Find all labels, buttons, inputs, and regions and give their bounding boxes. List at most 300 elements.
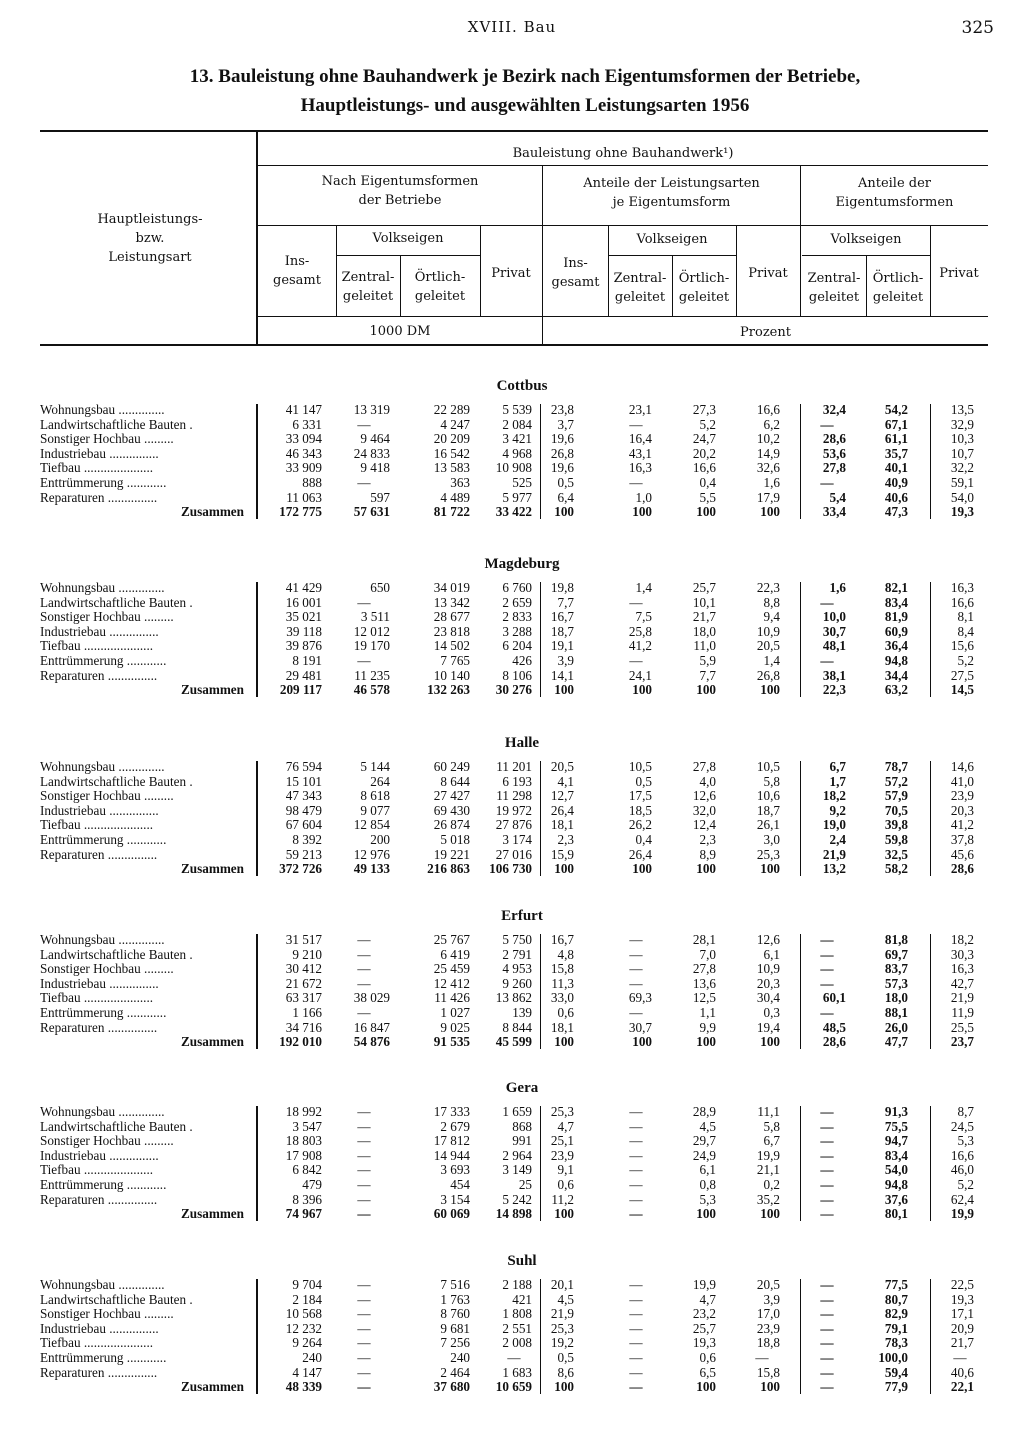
cell-col-8: 10,2	[756, 431, 780, 447]
cell-col-8: —	[755, 1350, 769, 1365]
cell-col-10: 69,7	[884, 946, 908, 962]
cell-col-1: 15 101	[285, 773, 322, 789]
cell-col-7: 19,3	[692, 1335, 716, 1351]
cell-col-1: 1 166	[292, 1005, 322, 1020]
cell-col-3: 60 069	[433, 1206, 470, 1222]
cell-col-2: 38 029	[353, 990, 390, 1006]
cell-col-9: —	[820, 1277, 834, 1292]
cell-col-1: 76 594	[285, 759, 322, 774]
cell-col-8: 22,3	[756, 580, 780, 595]
cell-col-10: 59,4	[884, 1364, 908, 1380]
cell-col-7: 4,0	[699, 773, 716, 789]
cell-col-2: 49 133	[353, 861, 390, 877]
table-title-line-1: 13. Bauleistung ohne Bauhandwerk je Bezirk nach Eigentumsformen der Betriebe,	[189, 66, 861, 87]
cell-col-9: —	[820, 1206, 834, 1222]
row-label: Tiefbau .....................	[40, 990, 154, 1006]
cell-col-1: 34 716	[285, 1019, 322, 1035]
cell-col-7: 25,7	[692, 580, 716, 595]
cell-col-11: 5,2	[957, 1177, 974, 1192]
cell-col-1: 33 094	[285, 431, 322, 447]
table-row	[0, 1306, 1024, 1321]
cell-col-2: —	[357, 1335, 371, 1351]
cell-col-7: 21,7	[692, 609, 716, 625]
total-label: Zusammen	[180, 1034, 244, 1050]
cell-col-5: 20,5	[550, 759, 574, 774]
cell-col-11: 20,9	[950, 1320, 974, 1336]
cell-col-3: 4 247	[440, 416, 470, 432]
cell-col-2: 12 012	[353, 623, 390, 639]
cell-col-5: 25,3	[550, 1104, 574, 1119]
cell-col-11: 21,9	[950, 990, 974, 1006]
row-label-header-3: Leistungsart	[108, 250, 192, 265]
privat-header-3: Privat	[939, 266, 979, 281]
cell-col-3: 2 679	[440, 1118, 470, 1134]
cell-col-4: 2 551	[502, 1320, 532, 1336]
cell-col-9: 48,5	[822, 1019, 846, 1035]
cell-col-11: 27,5	[950, 667, 974, 683]
cell-col-11: 8,1	[957, 609, 974, 625]
cell-col-7: 20,2	[692, 445, 716, 461]
block-vline	[540, 934, 541, 1049]
cell-col-1: 8 396	[292, 1191, 322, 1207]
cell-col-10: 60,9	[884, 623, 908, 639]
table-row	[0, 817, 1024, 832]
cell-col-3: 28 677	[433, 609, 470, 625]
cell-col-11: 62,4	[950, 1191, 974, 1207]
table-row	[0, 638, 1024, 653]
cell-col-5: 100	[554, 861, 574, 877]
cell-col-2: 5 144	[360, 759, 390, 774]
table-row	[0, 774, 1024, 789]
cell-col-11: 16,6	[950, 594, 974, 610]
row-label: Enttrümmerung ............	[40, 1177, 167, 1192]
cell-col-2: 3 511	[360, 609, 390, 625]
table-row	[0, 1292, 1024, 1307]
cell-col-9: —	[820, 594, 834, 610]
cell-col-3: 26 874	[433, 817, 470, 833]
cell-col-7: 23,2	[692, 1306, 716, 1322]
cell-col-8: 20,3	[756, 975, 780, 991]
cell-col-4: —	[507, 1350, 521, 1365]
zentral-header-3	[802, 269, 866, 307]
cell-col-9: —	[820, 1005, 834, 1020]
table-row	[0, 609, 1024, 624]
cell-col-7: 5,3	[699, 1191, 716, 1207]
cell-col-5: 2,3	[557, 832, 574, 847]
group3-line-1: Anteile der	[857, 176, 932, 191]
cell-col-5: 6,4	[557, 489, 574, 505]
cell-col-9: —	[820, 416, 834, 432]
cell-col-11: 18,2	[950, 932, 974, 947]
cell-col-9: 27,8	[822, 460, 846, 476]
cell-col-3: 12 412	[433, 975, 470, 991]
cell-col-1: 47 343	[285, 788, 322, 804]
cell-col-3: 14 944	[433, 1147, 470, 1163]
cell-col-10: 35,7	[884, 445, 908, 461]
block-vline	[800, 582, 801, 697]
insgesamt-header-2	[543, 254, 608, 292]
cell-col-9: —	[820, 1104, 834, 1119]
cell-col-9: 33,4	[822, 504, 846, 520]
group1-line-2: der Betriebe	[358, 193, 442, 208]
cell-col-7: 16,6	[692, 460, 716, 476]
cell-col-1: 888	[302, 475, 322, 490]
cell-col-11: 19,9	[950, 1206, 974, 1222]
cell-col-5: 100	[554, 682, 574, 698]
cell-col-8: 14,9	[756, 445, 780, 461]
cell-col-8: 6,1	[763, 946, 780, 962]
cell-col-11: 8,4	[957, 623, 974, 639]
cell-col-9: 1,6	[829, 580, 846, 595]
cell-col-7: 32,0	[692, 802, 716, 818]
table-total-row	[0, 504, 1024, 519]
cell-col-8: 3,9	[763, 1291, 780, 1307]
cell-col-2: 57 631	[353, 504, 390, 520]
cell-col-11: 46,0	[950, 1162, 974, 1178]
cell-col-3: 363	[450, 475, 470, 490]
cell-col-3: 5 018	[440, 832, 470, 847]
cell-col-5: 16,7	[550, 932, 574, 947]
cell-col-6: —	[629, 1104, 643, 1119]
cell-col-4: 1 808	[502, 1306, 532, 1322]
oertlich-header-2	[672, 269, 736, 307]
cell-col-1: 35 021	[285, 609, 322, 625]
cell-col-6: 16,3	[628, 460, 652, 476]
cell-col-5: 11,2	[551, 1191, 574, 1207]
cell-col-2: —	[357, 416, 371, 432]
cell-col-1: 33 909	[285, 460, 322, 476]
cell-col-6: —	[629, 1162, 643, 1178]
cell-col-6: —	[629, 1306, 643, 1322]
cell-col-2: —	[357, 1320, 371, 1336]
cell-col-1: 4 147	[292, 1364, 322, 1380]
cell-col-5: 0,5	[557, 475, 574, 490]
cell-col-7: 11,0	[693, 638, 716, 654]
section-title: Erfurt	[501, 908, 543, 924]
row-label: Reparaturen ...............	[40, 1191, 158, 1207]
cell-col-6: —	[629, 1147, 643, 1163]
cell-col-8: 25,3	[756, 846, 780, 862]
cell-col-2: —	[357, 653, 371, 668]
row-label: Sonstiger Hochbau .........	[40, 1306, 174, 1322]
table-row	[0, 1133, 1024, 1148]
cell-col-11: 37,8	[950, 832, 974, 847]
cell-col-4: 2 188	[502, 1277, 532, 1292]
table-row	[0, 847, 1024, 862]
cell-col-1: 240	[302, 1350, 322, 1365]
cell-col-10: 81,9	[884, 609, 908, 625]
cell-col-3: 34 019	[433, 580, 470, 595]
cell-col-1: 172 775	[279, 504, 322, 520]
section-title: Gera	[505, 1080, 539, 1096]
table-title	[60, 62, 990, 120]
cell-col-11: 11,9	[951, 1005, 974, 1020]
row-label: Industriebau ...............	[40, 1147, 159, 1163]
table-row	[0, 1192, 1024, 1207]
cell-col-5: 7,7	[557, 594, 574, 610]
cell-col-1: 192 010	[279, 1034, 322, 1050]
block-vline	[930, 761, 931, 876]
header-rule-groups	[258, 225, 988, 226]
oertlich-1-line-1: Örtlich-	[414, 270, 466, 285]
cell-col-7: 100	[696, 1034, 716, 1050]
cell-col-8: 18,7	[756, 802, 780, 818]
cell-col-1: 209 117	[279, 682, 322, 698]
cell-col-7: 10,1	[692, 594, 716, 610]
cell-col-10: 94,7	[884, 1133, 908, 1149]
cell-col-6: —	[629, 975, 643, 991]
cell-col-10: 94,8	[884, 1177, 908, 1192]
cell-col-1: 18 803	[285, 1133, 322, 1149]
block-vline	[256, 1279, 258, 1394]
section-title: Magdeburg	[484, 556, 560, 572]
cell-col-8: 3,0	[763, 832, 780, 847]
row-label: Wohnungsbau ..............	[40, 759, 165, 774]
cell-col-8: 17,9	[756, 489, 780, 505]
cell-col-2: —	[357, 594, 371, 610]
cell-col-10: 57,9	[884, 788, 908, 804]
cell-col-4: 10 659	[495, 1379, 532, 1395]
cell-col-4: 2 833	[502, 609, 532, 625]
cell-col-10: 75,5	[884, 1118, 908, 1134]
cell-col-7: 8,9	[699, 846, 716, 862]
cell-col-7: 0,4	[699, 475, 716, 490]
cell-col-10: 57,3	[884, 975, 908, 991]
row-label: Industriebau ...............	[40, 975, 159, 991]
row-label: Reparaturen ...............	[40, 846, 158, 862]
table-row	[0, 961, 1024, 976]
cell-col-8: 20,5	[756, 638, 780, 654]
cell-col-9: —	[820, 1191, 834, 1207]
cell-col-1: 8 191	[292, 653, 322, 668]
cell-col-10: 54,0	[884, 1162, 908, 1178]
block-vline	[930, 582, 931, 697]
cell-col-8: 6,7	[763, 1133, 780, 1149]
cell-col-4: 421	[512, 1291, 532, 1307]
cell-col-9: 28,6	[822, 431, 846, 447]
cell-col-1: 9 704	[292, 1277, 322, 1292]
cell-col-4: 8 844	[502, 1019, 532, 1035]
header-rule-volkseigen-1	[336, 255, 480, 256]
table-row	[0, 402, 1024, 417]
table-row	[0, 475, 1024, 490]
row-label: Tiefbau .....................	[40, 460, 154, 476]
table-total-row	[0, 1034, 1024, 1049]
cell-col-7: 28,9	[692, 1104, 716, 1119]
cell-col-8: 15,8	[756, 1364, 780, 1380]
cell-col-6: —	[629, 1350, 643, 1365]
cell-col-6: —	[629, 653, 643, 668]
cell-col-1: 63 317	[285, 990, 322, 1006]
cell-col-4: 106 730	[489, 861, 532, 877]
cell-col-2: —	[357, 1133, 371, 1149]
cell-col-5: 25,1	[550, 1133, 574, 1149]
cell-col-8: 100	[760, 1379, 780, 1395]
cell-col-6: —	[629, 1335, 643, 1351]
cell-col-10: 47,7	[884, 1034, 908, 1050]
cell-col-8: 10,6	[756, 788, 780, 804]
row-label: Sonstiger Hochbau .........	[40, 961, 174, 977]
cell-col-11: 10,7	[950, 445, 974, 461]
cell-col-11: 24,5	[950, 1118, 974, 1134]
table-row	[0, 759, 1024, 774]
cell-col-4: 2 084	[502, 416, 532, 432]
cell-col-3: 6 419	[440, 946, 470, 962]
cell-col-4: 4 953	[502, 961, 532, 977]
cell-col-4: 2 008	[502, 1335, 532, 1351]
cell-col-4: 3 421	[502, 431, 532, 447]
cell-col-7: 100	[696, 1379, 716, 1395]
cell-col-7: 27,3	[692, 402, 716, 417]
zentral-header-1	[336, 268, 400, 306]
cell-col-1: 46 343	[285, 445, 322, 461]
cell-col-7: 4,5	[699, 1118, 716, 1134]
cell-col-11: 19,3	[950, 504, 974, 520]
cell-col-2: —	[357, 1104, 371, 1119]
row-label: Enttrümmerung ............	[40, 1005, 167, 1020]
cell-col-9: —	[820, 1177, 834, 1192]
cell-col-1: 48 339	[285, 1379, 322, 1395]
cell-col-11: 13,5	[950, 402, 974, 417]
table-row	[0, 490, 1024, 505]
cell-col-6: 26,2	[628, 817, 652, 833]
row-label: Landwirtschaftliche Bauten .	[40, 1291, 193, 1307]
cell-col-2: —	[357, 1191, 371, 1207]
insgesamt-1-line-2: gesamt	[273, 273, 321, 288]
table-row	[0, 1148, 1024, 1163]
table-row	[0, 932, 1024, 947]
cell-col-5: 18,1	[550, 817, 574, 833]
cell-col-11: 16,6	[950, 1147, 974, 1163]
cell-col-5: 0,6	[557, 1005, 574, 1020]
cell-col-2: —	[357, 1162, 371, 1178]
table-row	[0, 460, 1024, 475]
cell-col-3: 23 818	[433, 623, 470, 639]
cell-col-5: 100	[554, 1379, 574, 1395]
cell-col-4: 5 539	[502, 402, 532, 417]
cell-col-7: 28,1	[692, 932, 716, 947]
cell-col-6: 100	[632, 682, 652, 698]
cell-col-2: 12 976	[353, 846, 390, 862]
cell-col-11: 20,3	[950, 802, 974, 818]
row-label-header-2: bzw.	[135, 231, 165, 246]
cell-col-4: 13 862	[495, 990, 532, 1006]
cell-col-1: 98 479	[285, 802, 322, 818]
cell-col-10: 91,3	[884, 1104, 908, 1119]
cell-col-3: 13 583	[433, 460, 470, 476]
cell-col-9: —	[820, 1118, 834, 1134]
cell-col-11: 32,9	[950, 416, 974, 432]
cell-col-5: 19,1	[550, 638, 574, 654]
cell-col-2: —	[357, 1005, 371, 1020]
cell-col-11: 5,3	[957, 1133, 974, 1149]
cell-col-2: 9 464	[360, 431, 390, 447]
row-label-header-1: Hauptleistungs-	[97, 212, 203, 227]
header-rule-units	[258, 316, 988, 317]
cell-col-9: —	[820, 1364, 834, 1380]
cell-col-8: 35,2	[756, 1191, 780, 1207]
row-label: Industriebau ...............	[40, 445, 159, 461]
cell-col-8: 9,4	[763, 609, 780, 625]
cell-col-4: 5 977	[502, 489, 532, 505]
cell-col-3: 7 256	[440, 1335, 470, 1351]
table-row	[0, 1119, 1024, 1134]
cell-col-9: —	[820, 1291, 834, 1307]
cell-col-6: 16,4	[628, 431, 652, 447]
cell-col-11: 22,5	[950, 1277, 974, 1292]
cell-col-4: 8 106	[502, 667, 532, 683]
row-label: Reparaturen ...............	[40, 489, 158, 505]
cell-col-3: 13 342	[433, 594, 470, 610]
cell-col-1: 12 232	[285, 1320, 322, 1336]
cell-col-2: —	[357, 932, 371, 947]
cell-col-6: —	[629, 1005, 643, 1020]
cell-col-7: 18,0	[692, 623, 716, 639]
cell-col-9: 22,3	[822, 682, 846, 698]
row-label: Industriebau ...............	[40, 802, 159, 818]
cell-col-6: —	[629, 961, 643, 977]
group2-line-2: je Eigentumsform	[612, 195, 731, 210]
cell-col-5: 100	[554, 1206, 574, 1222]
cell-col-6: 100	[632, 504, 652, 520]
table-row	[0, 1005, 1024, 1020]
zentral-3-line-1: Zentral-	[807, 271, 861, 286]
cell-col-7: 27,8	[692, 961, 716, 977]
cell-col-6: —	[629, 475, 643, 490]
cell-col-2: —	[357, 1206, 371, 1222]
row-label: Reparaturen ...............	[40, 1364, 158, 1380]
row-label: Landwirtschaftliche Bauten .	[40, 773, 193, 789]
block-vline	[930, 1106, 931, 1221]
cell-col-10: 39,8	[884, 817, 908, 833]
cell-col-4: 426	[512, 653, 532, 668]
cell-col-8: 8,8	[763, 594, 780, 610]
group-header-anteile-leistungsarten	[543, 174, 800, 212]
cell-col-2: 9 077	[360, 802, 390, 818]
cell-col-10: 32,5	[884, 846, 908, 862]
cell-col-11: 21,7	[950, 1335, 974, 1351]
cell-col-8: 26,1	[756, 817, 780, 833]
section-title: Suhl	[507, 1253, 537, 1269]
row-label: Enttrümmerung ............	[40, 475, 167, 490]
cell-col-5: 8,6	[557, 1364, 574, 1380]
cell-col-2: —	[357, 1147, 371, 1163]
total-label: Zusammen	[180, 861, 244, 877]
cell-col-2: —	[357, 475, 371, 490]
insgesamt-2-line-2: gesamt	[551, 275, 600, 290]
table-row	[0, 803, 1024, 818]
insgesamt-2-line-1: Ins-	[563, 256, 588, 271]
table-row	[0, 788, 1024, 803]
row-label: Landwirtschaftliche Bauten .	[40, 946, 193, 962]
table-total-row	[0, 861, 1024, 876]
insgesamt-1-line-1: Ins-	[284, 254, 310, 269]
cell-col-9: 1,7	[829, 773, 846, 789]
cell-col-5: 9,1	[557, 1162, 574, 1178]
cell-col-2: —	[357, 946, 371, 962]
cell-col-6: 41,2	[628, 638, 652, 654]
cell-col-10: 81,8	[884, 932, 908, 947]
cell-col-8: 1,6	[763, 475, 780, 490]
cell-col-6: —	[629, 932, 643, 947]
cell-col-10: 36,4	[884, 638, 908, 654]
table-total-row	[0, 682, 1024, 697]
cell-col-10: 47,3	[884, 504, 908, 520]
cell-col-5: 23,9	[550, 1147, 574, 1163]
cell-col-8: 11,1	[757, 1104, 780, 1119]
cell-col-10: 82,1	[884, 580, 908, 595]
cell-col-6: —	[629, 946, 643, 962]
